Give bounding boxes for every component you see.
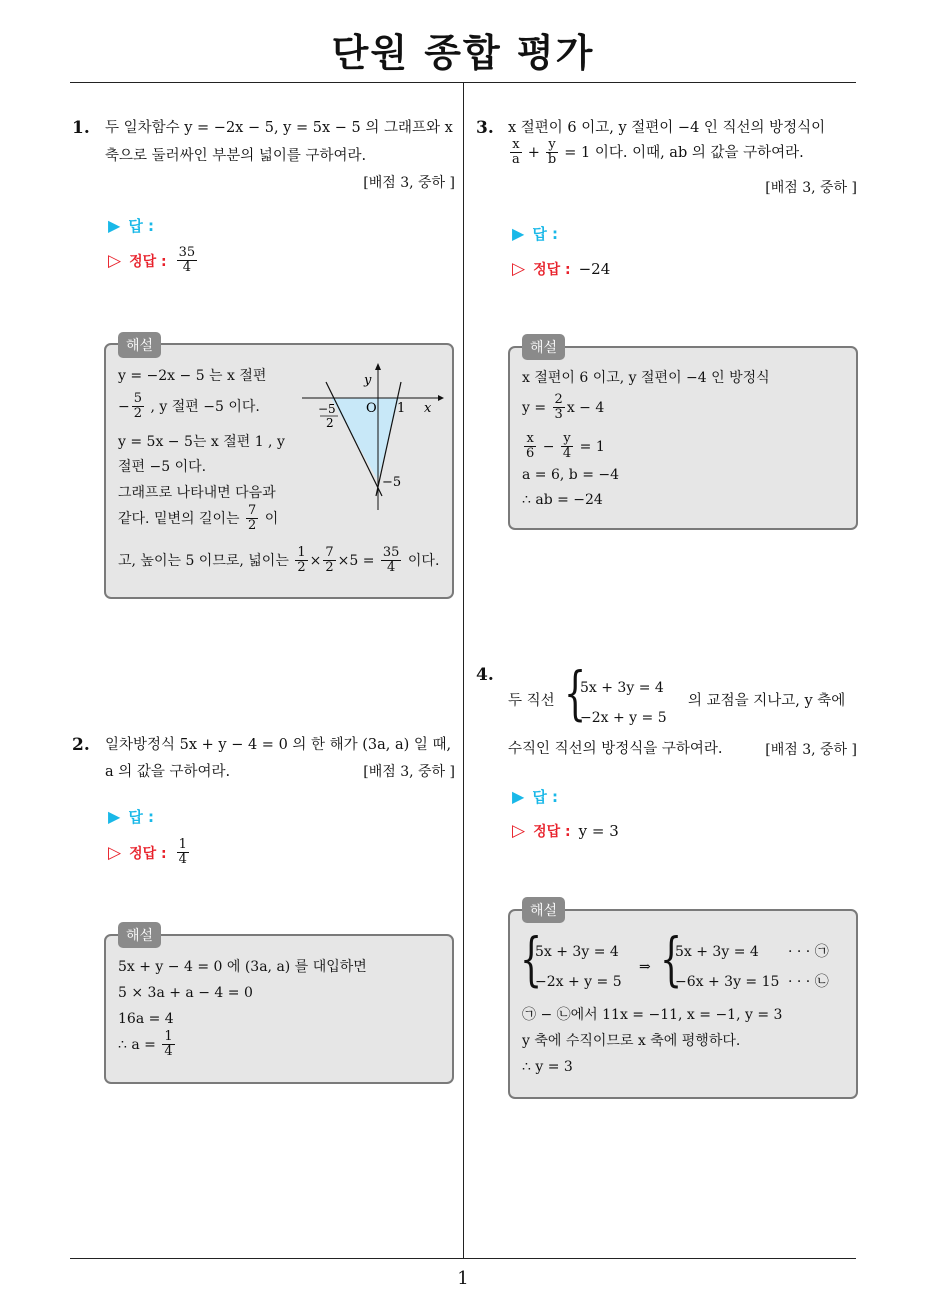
system-brace: { bbox=[564, 659, 587, 727]
explanation-tag: 해설 bbox=[522, 897, 565, 923]
system-equation: 5x + 3y = 4 bbox=[580, 680, 664, 696]
score-difficulty: [배점 3, 중하 ] bbox=[765, 180, 857, 196]
explanation-line: x 절편이 6 이고, y 절편이 −4 인 방정식 bbox=[522, 370, 770, 386]
explanation-tag: 해설 bbox=[118, 922, 161, 948]
answer-row bbox=[512, 786, 558, 807]
system-brace: { bbox=[660, 925, 683, 993]
page-number: 1 bbox=[457, 1268, 469, 1289]
score-difficulty: [배점 3, 중하 ] bbox=[765, 742, 857, 758]
correct-answer-value: −24 bbox=[578, 260, 611, 278]
play-arrow-icon: ▶ bbox=[512, 787, 525, 806]
explanation-line: − $\frac{5}{2}$ , y 절편 −5 이다. bbox=[118, 391, 260, 422]
correct-answer-row bbox=[108, 246, 199, 276]
hollow-arrow-icon: ▷ bbox=[512, 821, 526, 841]
explanation-line: y = 5x − 5는 x 절편 1 , y bbox=[118, 434, 285, 450]
explanation-line: ∴ y = 3 bbox=[522, 1059, 573, 1075]
x-axis-label: x bbox=[424, 401, 432, 416]
question-text-line: 축으로 둘러싸인 부분의 넓이를 구하여라. bbox=[105, 148, 367, 164]
page-title: 단원 종합 평가 bbox=[331, 31, 595, 75]
footer-rule bbox=[70, 1258, 856, 1259]
correct-answer-row bbox=[512, 821, 619, 841]
question-text-line: $\frac{x}{a}$ + $\frac{y}{b}$ = 1 이다. 이때, ab 의 값을 구하여라. bbox=[512, 137, 804, 168]
hollow-arrow-icon: ▷ bbox=[512, 259, 526, 279]
play-arrow-icon: ▶ bbox=[108, 807, 121, 826]
system-equation: −2x + y = 5 bbox=[535, 974, 622, 990]
x-intercept-label: 1 bbox=[397, 401, 406, 416]
y-intercept-label: −5 bbox=[382, 475, 402, 490]
question-text-line: 두 일차함수 y = −2x − 5, y = 5x − 5 의 그래프와 x bbox=[105, 120, 453, 136]
score-difficulty: [배점 3, 중하 ] bbox=[363, 764, 455, 780]
question-text-line: a 의 값을 구하여라. bbox=[105, 764, 231, 780]
explanation-line: y 축에 수직이므로 x 축에 평행하다. bbox=[522, 1033, 741, 1049]
question-number: 3. bbox=[476, 118, 494, 138]
explanation-line: a = 6, b = −4 bbox=[522, 467, 620, 483]
triangle-graph bbox=[298, 360, 448, 520]
correct-answer-row bbox=[512, 259, 610, 279]
x-intercept-fraction-den: 2 bbox=[326, 416, 334, 430]
answer-label: 답 : bbox=[532, 225, 559, 243]
explanation-line: 5x + y − 4 = 0 에 (3a, a) 를 대입하면 bbox=[118, 959, 367, 975]
answer-row bbox=[108, 806, 154, 827]
explanation-line: y = $\frac{2}{3}$ x − 4 bbox=[522, 392, 605, 423]
answer-label: 답 : bbox=[128, 217, 155, 235]
explanation-tag: 해설 bbox=[118, 332, 161, 358]
equation-marker: · · · ㉡ bbox=[788, 974, 829, 990]
answer-label: 답 : bbox=[532, 788, 559, 806]
system-equation: −2x + y = 5 bbox=[580, 710, 667, 726]
question-text-part: 두 직선 bbox=[508, 693, 555, 709]
play-arrow-icon: ▶ bbox=[512, 224, 525, 243]
question-text-part: 의 교점을 지나고, y 축에 bbox=[688, 693, 846, 709]
equation-marker: · · · ㉠ bbox=[788, 944, 829, 960]
correct-label: 정답 : bbox=[533, 262, 571, 278]
system-equation: −6x + 3y = 15 bbox=[675, 974, 780, 990]
implies-arrow-icon: ⇒ bbox=[639, 959, 651, 975]
explanation-line: 고, 높이는 5 이므로, 넓이는 $\frac{1}{2}$ × $\frac{7}{2}$ ×5 = $\frac{35}{4}$ 이다. bbox=[118, 545, 440, 576]
origin-label: O bbox=[366, 401, 377, 416]
answer-row bbox=[108, 215, 154, 236]
explanation-line: 16a = 4 bbox=[118, 1011, 174, 1027]
hollow-arrow-icon: ▷ bbox=[108, 842, 122, 863]
system-equation: 5x + 3y = 4 bbox=[535, 944, 619, 960]
explanation-line: $\frac{x}{6}$ − $\frac{y}{4}$ = 1 bbox=[526, 431, 605, 462]
x-intercept-fraction-num: −5 bbox=[318, 402, 336, 416]
question-text-line: 일차방정식 5x + y − 4 = 0 의 한 해가 (3a, a) 일 때, bbox=[105, 737, 452, 753]
correct-label: 정답 : bbox=[533, 824, 571, 840]
explanation-line: 절편 −5 이다. bbox=[118, 459, 207, 475]
correct-label: 정답 : bbox=[129, 253, 167, 270]
correct-answer-row bbox=[108, 838, 191, 868]
answer-row bbox=[512, 223, 558, 244]
y-axis-arrow-icon bbox=[375, 363, 381, 370]
explanation-line: ∴ a = $\frac{1}{4}$ bbox=[118, 1029, 173, 1060]
correct-label: 정답 : bbox=[129, 845, 167, 862]
correct-answer-value: y = 3 bbox=[578, 822, 619, 840]
question-number: 2. bbox=[72, 735, 90, 755]
correct-answer-fraction: $\frac{1}{4}$ bbox=[178, 837, 187, 868]
score-difficulty: [배점 3, 중하 ] bbox=[363, 175, 455, 191]
question-text-line: x 절편이 6 이고, y 절편이 −4 인 직선의 방정식이 bbox=[508, 120, 826, 136]
column-divider bbox=[463, 83, 464, 1258]
x-axis-arrow-icon bbox=[438, 395, 444, 401]
system-equation: 5x + 3y = 4 bbox=[675, 944, 759, 960]
explanation-line: 5 × 3a + a − 4 = 0 bbox=[118, 985, 253, 1001]
play-arrow-icon: ▶ bbox=[108, 216, 121, 235]
explanation-line: y = −2x − 5 는 x 절편 bbox=[118, 368, 267, 384]
explanation-tag: 해설 bbox=[522, 334, 565, 360]
question-number: 1. bbox=[72, 118, 90, 138]
hollow-arrow-icon: ▷ bbox=[108, 250, 122, 271]
explanation-line: ㉠ − ㉡에서 11x = −11, x = −1, y = 3 bbox=[522, 1007, 783, 1023]
question-number: 4. bbox=[476, 665, 494, 685]
y-axis-label: y bbox=[364, 373, 372, 388]
question-text-line: 수직인 직선의 방정식을 구하여라. bbox=[508, 741, 723, 757]
answer-label: 답 : bbox=[128, 808, 155, 826]
explanation-line: 그래프로 나타내면 다음과 bbox=[118, 485, 276, 501]
explanation-line: 같다. 밑변의 길이는 $\frac{7}{2}$ 이 bbox=[118, 503, 279, 534]
system-brace: { bbox=[520, 925, 543, 993]
correct-answer-fraction: $\frac{35}{4}$ bbox=[178, 245, 196, 276]
explanation-line: ∴ ab = −24 bbox=[522, 492, 603, 508]
